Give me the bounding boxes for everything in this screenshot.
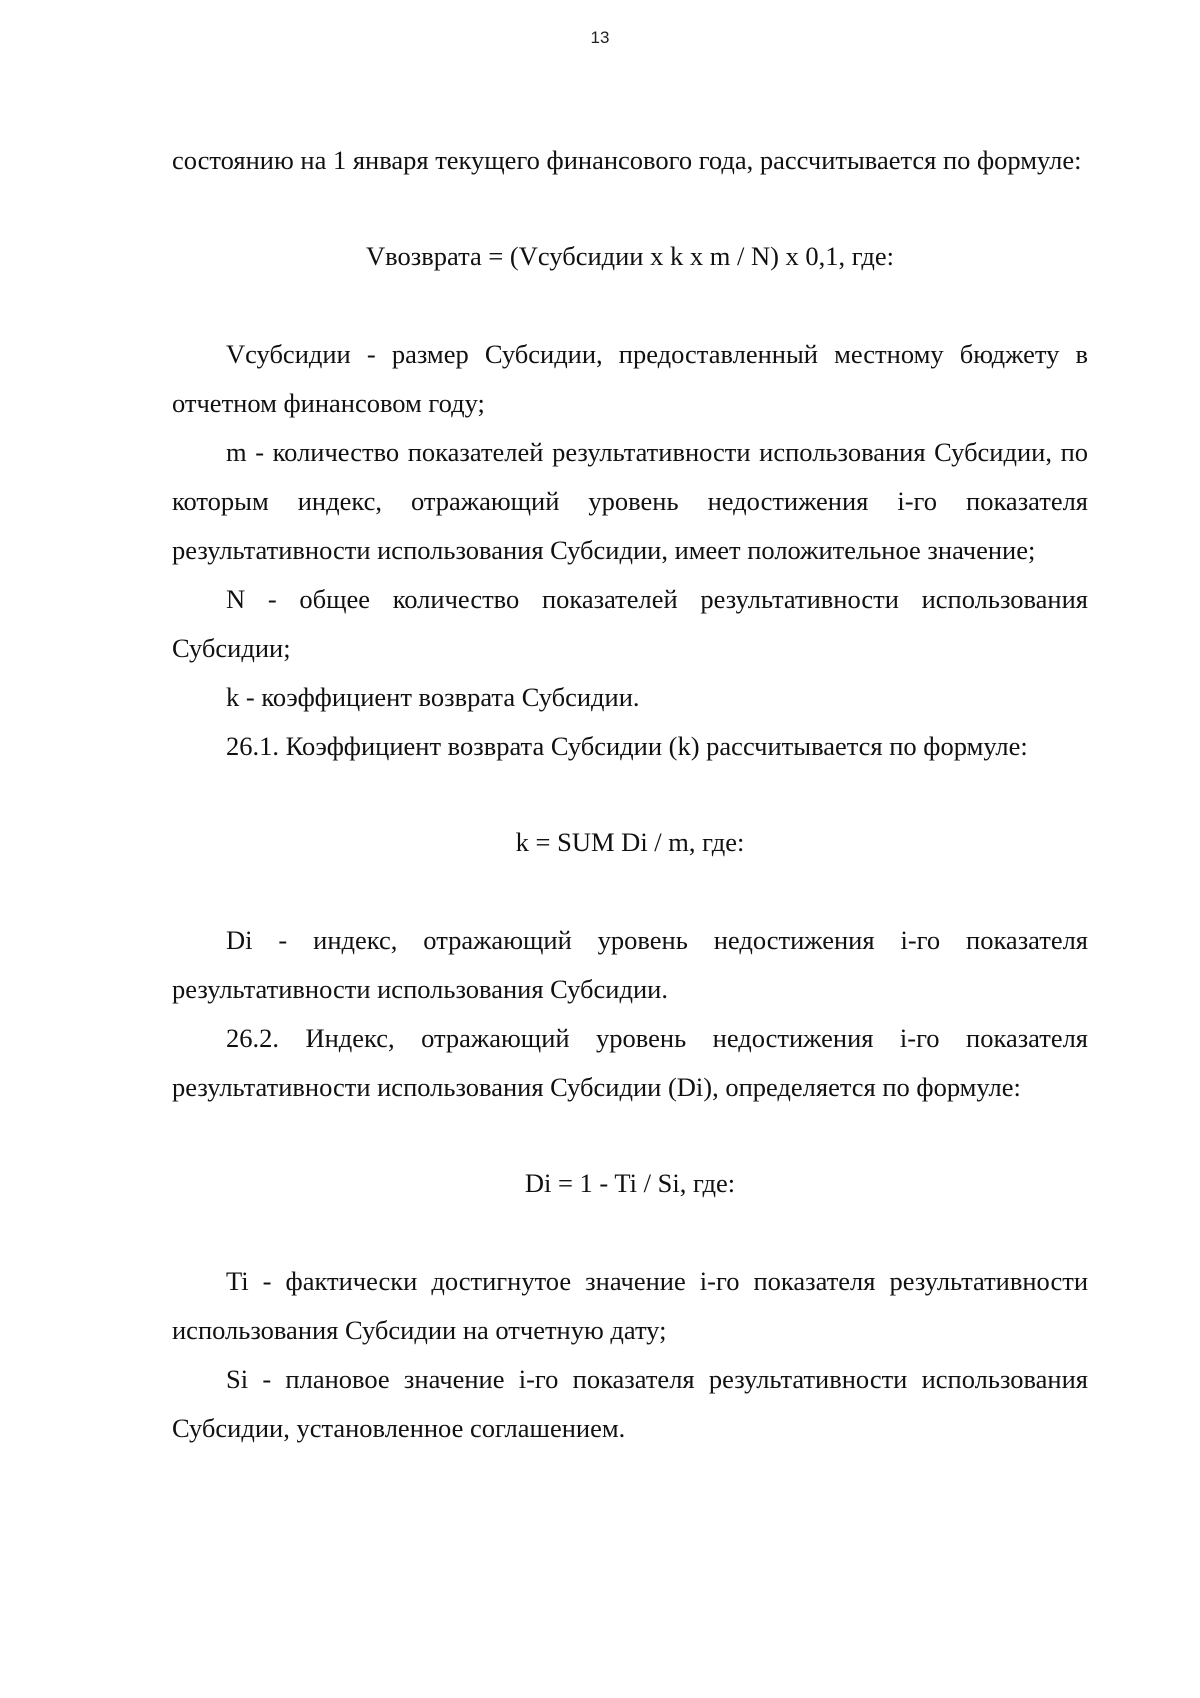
formula-di: Di = 1 - Ti / Si, где:: [524, 1168, 736, 1198]
paragraph-continuation: состоянию на 1 января текущего финансового года, рассчитывается по формуле:: [172, 145, 1082, 175]
definition-ti: Ti - фактически достигнутое значение i-го показателя результативности использования Субсидии на отчетную дату;: [172, 1266, 1088, 1345]
definition-k: k - коэффициент возврата Субсидии.: [226, 682, 640, 712]
clause-26-1: 26.1. Коэффициент возврата Субсидии (k) рассчитывается по формуле:: [226, 731, 1028, 761]
document-body: [172, 136, 1088, 1453]
clause-26-2: 26.2. Индекс, отражающий уровень недостижения i-го показателя результативности использования Субсидии (Di), определяется по формуле:: [172, 1023, 1088, 1102]
definition-n: N - общее количество показателей результативности использования Субсидии;: [172, 584, 1088, 663]
definition-di: Di - индекс, отражающий уровень недостижения i-го показателя результативности использования Субсидии.: [172, 925, 1088, 1004]
formula-refund-volume: Vвозврата = (Vсубсидии x k x m / N) x 0,1, где:: [366, 241, 894, 271]
page-number: 13: [590, 28, 610, 47]
definition-v-subsidy: Vсубсидии - размер Субсидии, предоставленный местному бюджету в отчетном финансовом году;: [172, 339, 1088, 418]
formula-k: k = SUM Di / m, где:: [515, 827, 745, 857]
definition-si: Si - плановое значение i-го показателя результативности использования Субсидии, установленное соглашением.: [172, 1364, 1088, 1443]
definition-m: m - количество показателей результативности использования Субсидии, по которым индекс, отражающий уровень недостижения i-го показателя результативности использования Субсидии, имеет положительное значение;: [172, 437, 1088, 565]
